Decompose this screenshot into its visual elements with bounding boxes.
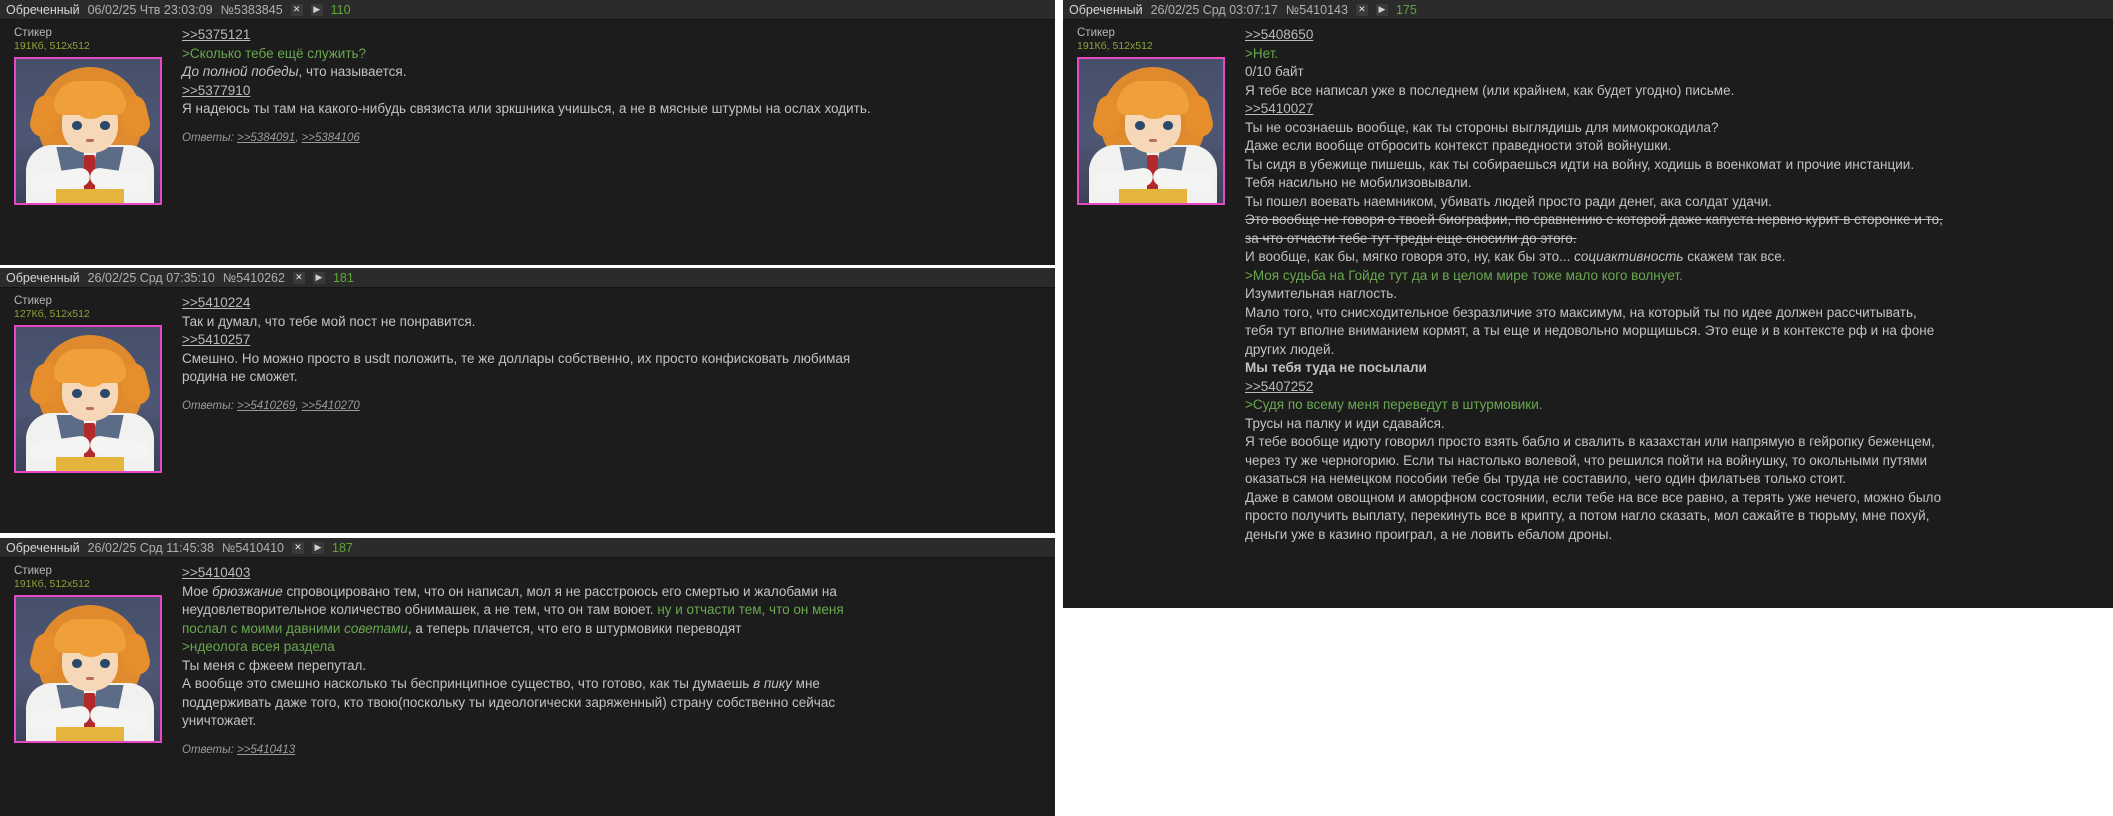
text-line: тебя тут вполне вниманием кормят, а ты еще и недовольно морщишься. Это еще и в контексте рф и на фоне	[1245, 323, 1935, 338]
mouth-shape	[86, 407, 94, 410]
text-fragment: мне	[791, 676, 820, 691]
text-line	[182, 620, 1047, 639]
emphasis-text: брюзжание	[212, 583, 283, 599]
close-icon[interactable]: ✕	[1356, 4, 1368, 16]
post-text	[168, 294, 1047, 473]
eye-left-shape	[72, 389, 82, 398]
text-fragment: скажем так все.	[1683, 249, 1786, 264]
text-line: деньги уже в казино проиграл, а не ловить ебалом дроны.	[1245, 526, 1613, 542]
reply-count: 110	[330, 2, 351, 17]
file-column	[8, 564, 168, 759]
post-link[interactable]: >>5410257	[182, 332, 251, 347]
file-label[interactable]: Стикер	[1077, 27, 1115, 39]
post-number[interactable]: №5410262	[222, 270, 285, 285]
text-line: поддерживать даже того, кто твою(поскольку ты идеологически заряженный) страну собственно сейчас	[182, 694, 836, 710]
reply-separator: ,	[295, 131, 302, 144]
text-fragment: спровоцировано тем, что он написал, мол я не расстроюсь его смертью и жалобами на	[282, 583, 837, 599]
file-meta: 191Кб, 512x512	[1077, 40, 1153, 52]
reply-count: 181	[332, 270, 354, 285]
sticker-thumbnail[interactable]	[14, 325, 162, 473]
text-line: Смешно. Но можно просто в usdt положить, те же доллары собственно, их просто конфисковать любимая	[182, 350, 851, 366]
replies-label: Ответы:	[182, 743, 234, 756]
text-line: родина не сможет.	[182, 369, 298, 384]
quote-line: >Судя по всему меня переведут в штурмовики.	[1245, 397, 1543, 412]
post-text	[168, 564, 1047, 759]
file-meta: 191Кб, 512x512	[14, 40, 90, 52]
eye-right-shape	[100, 389, 110, 398]
post-link[interactable]: >>5377910	[182, 82, 251, 98]
post-header	[1063, 0, 2113, 20]
text-fragment: А вообще это смешно насколько ты беспринципное существо, что готово, как ты думаешь	[182, 676, 754, 691]
close-icon[interactable]: ✕	[293, 272, 305, 284]
file-column	[1071, 26, 1231, 544]
post-date: 06/02/25 Чтв 23:03:09	[87, 2, 213, 17]
text-line: других людей.	[1245, 341, 1335, 357]
post-header	[0, 268, 1055, 288]
text-line: Тебя насильно не мобилизовывали.	[1245, 175, 1472, 190]
replies-label: Ответы:	[182, 399, 234, 412]
post-date: 26/02/25 Срд 07:35:10	[87, 270, 215, 285]
file-column	[8, 26, 168, 205]
quote-line: >Сколько тебе ещё служить?	[182, 45, 367, 61]
file-meta: 127Кб, 512x512	[14, 308, 90, 320]
text-line: Даже в самом овощном и аморфном состоянии, если тебе на все все равно, а терять уже нечего, можно было	[1245, 489, 1942, 505]
struck-text-line: Это вообще не говоря о твоей биографии, по сравнению с которой даже капуста нервно курит в сторонке и то,	[1245, 212, 1943, 227]
sticker-thumbnail[interactable]	[14, 57, 162, 205]
struck-text-line: за что отчасти тебе тут треды еще сносили до этого.	[1245, 230, 1577, 246]
reply-link[interactable]: >>5410413	[236, 743, 296, 756]
post-card-4	[1063, 0, 2113, 608]
post-body	[0, 288, 1055, 481]
file-label[interactable]: Стикер	[14, 27, 52, 39]
eye-right-shape	[100, 121, 110, 130]
inline-quote-text: ну и отчасти тем, что он меня	[657, 602, 844, 617]
post-number[interactable]: №5410410	[221, 540, 285, 555]
text-line: Ты сидя в убежище пишешь, как ты собираешься идти на войну, ходишь в военкомат и прочие инстанции.	[1245, 156, 1915, 172]
file-meta: 191Кб, 512x512	[14, 578, 90, 590]
file-label[interactable]: Стикер	[14, 565, 52, 577]
text-fragment: , что называется.	[298, 64, 407, 79]
post-header	[0, 538, 1055, 558]
replies-row	[182, 397, 1047, 416]
replies-row	[182, 741, 1047, 760]
inline-quote-emphasis: советами	[344, 620, 408, 636]
post-author: Обреченный	[6, 540, 80, 555]
post-link[interactable]: >>5375121	[182, 27, 251, 42]
text-fragment: И вообще, как бы, мягко говоря это, ну, как бы это...	[1245, 249, 1575, 264]
skirt-shape	[56, 457, 124, 471]
text-line: Ты не осознаешь вообще, как ты стороны выглядишь для мимокрокодила?	[1245, 119, 1719, 135]
post-link[interactable]: >>5407252	[1245, 378, 1314, 394]
post-link[interactable]: >>5408650	[1245, 27, 1314, 42]
mouth-shape	[1149, 139, 1157, 142]
quote-line: >Моя судьба на Гойде тут да и в целом мире тоже мало кого волнует.	[1245, 267, 1683, 283]
skirt-shape	[1119, 189, 1187, 203]
eye-right-shape	[1163, 121, 1173, 130]
text-line: просто получить выплату, перекинуть все в крипту, а потом нагло сказать, мол сажайте в тюрьму, мне похуй,	[1245, 508, 1930, 523]
play-icon[interactable]: ▶	[311, 4, 323, 16]
text-fragment: Мое	[182, 583, 213, 599]
file-column	[8, 294, 168, 473]
post-link[interactable]: >>5410224	[182, 295, 251, 310]
skirt-shape	[56, 189, 124, 203]
post-text	[1231, 26, 2105, 544]
post-number[interactable]: №5383845	[220, 2, 283, 17]
post-author: Обреченный	[6, 2, 80, 17]
text-line: 0/10 байт	[1245, 64, 1304, 79]
reply-link[interactable]: >>5410270	[301, 399, 360, 412]
post-date: 26/02/25 Срд 03:07:17	[1150, 2, 1278, 17]
post-card-2	[0, 268, 1055, 533]
reply-separator: ,	[295, 399, 302, 412]
post-card-1	[0, 0, 1055, 265]
sticker-thumbnail[interactable]	[1077, 57, 1225, 205]
mouth-shape	[86, 139, 94, 142]
emphasis-text: социактивность	[1574, 249, 1684, 264]
text-line: Я тебе вообще идюту говорил просто взять бабло и свалить в казахстан или напрямую в гейропку беженцем,	[1245, 434, 1935, 449]
text-line: Так и думал, что тебе мой пост не понравится.	[182, 313, 476, 329]
reply-link[interactable]: >>5410269	[236, 399, 296, 412]
reply-link[interactable]: >>5384106	[301, 131, 360, 144]
reply-link[interactable]: >>5384091	[236, 131, 296, 144]
post-author: Обреченный	[1069, 2, 1143, 17]
post-card-3	[0, 538, 1055, 816]
post-date: 26/02/25 Срд 11:45:38	[87, 540, 214, 555]
eye-left-shape	[72, 121, 82, 130]
mouth-shape	[86, 677, 94, 680]
text-line: Ты меня с фжеем перепутал.	[182, 657, 367, 673]
text-line	[182, 583, 1047, 602]
replies-label: Ответы:	[182, 131, 234, 144]
eye-left-shape	[1135, 121, 1145, 130]
quote-line: >Нет.	[1245, 45, 1279, 61]
text-fragment: , а теперь плачется, что его в штурмовики переводят	[407, 620, 742, 636]
file-label[interactable]: Стикер	[14, 295, 52, 307]
post-number[interactable]: №5410143	[1285, 2, 1348, 17]
quote-line: >ндеолога всея раздела	[182, 639, 335, 654]
text-line	[182, 601, 1047, 620]
text-line: Даже если вообще отбросить контекст праведности этой войнушки.	[1245, 138, 1672, 153]
text-line: Я надеюсь ты там на какого-нибудь связиста или зркшника учишься, а не в мясные штурмы на ослах ходить.	[182, 101, 871, 116]
post-text	[168, 26, 1047, 205]
bold-text-line: Мы тебя туда не посылали	[1245, 360, 1427, 375]
text-line	[182, 675, 1047, 694]
text-line: Ты пошел воевать наемником, убивать людей просто ради денег, ака солдат удачи.	[1245, 193, 1772, 209]
text-line: Мало того, что снисходительное безразличие это максимум, на который ты по идее должен рассчитывать,	[1245, 304, 1917, 320]
text-line: уничтожает.	[182, 713, 257, 728]
close-icon[interactable]: ✕	[291, 4, 303, 16]
replies-row	[182, 129, 1047, 148]
reply-count: 175	[1395, 2, 1417, 17]
post-link[interactable]: >>5410027	[1245, 101, 1314, 116]
text-line: через ту же черногорию. Если ты настолько волевой, что решился пойти на войнушку, то окольными путями	[1245, 452, 1928, 468]
text-line	[1245, 248, 2105, 267]
text-line: Трусы на палку и иди сдавайся.	[1245, 415, 1445, 431]
emphasis-text: в пику	[753, 676, 792, 691]
text-line: оказаться на немецком пособии тебе бы труда не составило, чего один филатьев только стоит.	[1245, 471, 1847, 486]
eye-left-shape	[72, 659, 82, 668]
post-header	[0, 0, 1055, 20]
play-icon[interactable]: ▶	[313, 272, 325, 284]
play-icon[interactable]: ▶	[1376, 4, 1388, 16]
post-body	[0, 558, 1055, 767]
skirt-shape	[56, 727, 124, 741]
reply-count: 187	[332, 540, 353, 555]
text-line: Изумительная наглость.	[1245, 286, 1398, 301]
text-line: Я тебе все написал уже в последнем (или крайнем, как будет угодно) письме.	[1245, 82, 1735, 98]
sticker-thumbnail[interactable]	[14, 595, 162, 743]
play-icon[interactable]: ▶	[312, 542, 324, 554]
close-icon[interactable]: ✕	[292, 542, 304, 554]
text-line	[182, 63, 1047, 82]
text-fragment: неудовлетворительное количество обнимашек, а не тем, что он там воюет.	[182, 602, 658, 617]
emphasis-text: До полной победы	[182, 64, 299, 79]
inline-quote-text: послал с моими давними	[182, 620, 345, 636]
post-author: Обреченный	[6, 270, 80, 285]
post-link[interactable]: >>5410403	[182, 565, 251, 580]
post-body	[1063, 20, 2113, 552]
post-body	[0, 20, 1055, 213]
eye-right-shape	[100, 659, 110, 668]
